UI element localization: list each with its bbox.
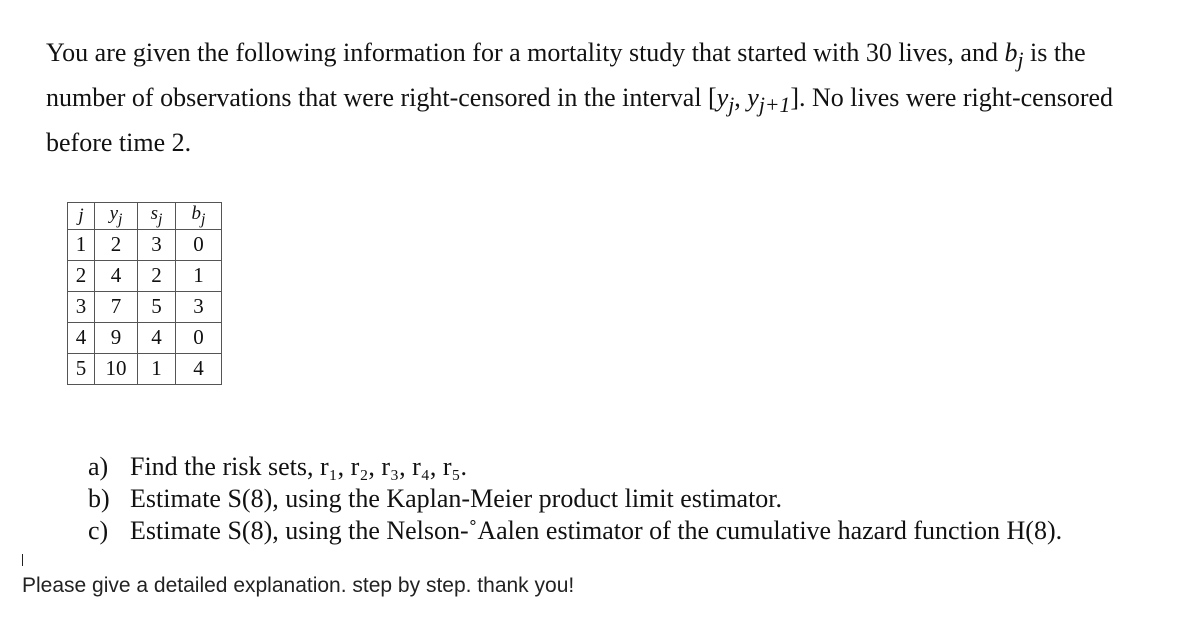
bj-symbol: $b_j$ (1004, 38, 1024, 73)
table-cell: 9 (95, 322, 138, 353)
table-cell: 1 (68, 229, 95, 260)
table-cell: 4 (95, 260, 138, 291)
table-row (68, 322, 222, 353)
table-cell: 4 (68, 322, 95, 353)
table-cell: 3 (68, 291, 95, 322)
table-cell: 10 (95, 353, 138, 384)
question-text: Estimate S(8), using the Kaplan-Meier product limit estimator. (130, 484, 783, 513)
question-list (88, 451, 1188, 547)
question-letter: a) (88, 452, 109, 481)
text-cursor-icon (22, 554, 23, 566)
table-cell: 7 (95, 291, 138, 322)
header-sj: $s_j$ (138, 203, 176, 230)
table-cell: 5 (138, 291, 176, 322)
table-cell: 1 (138, 353, 176, 384)
table-row (68, 353, 222, 384)
intro-text-1: You are given the following information for a mortality study that started with 30 lives, and (46, 38, 1005, 67)
question-item (88, 451, 1188, 483)
header-j: j (68, 203, 95, 230)
table-row (68, 291, 222, 322)
header-yj: $y_j$ (95, 203, 138, 230)
table-header-row (68, 203, 222, 230)
question-text: Estimate S(8), using the Nelson-˚Aalen estimator of the cumulative hazard function H(8). (130, 516, 1063, 545)
table-cell: 2 (68, 260, 95, 291)
table-cell: 2 (95, 229, 138, 260)
problem-statement: You are given the following information for a mortality study that started with 30 lives, and $b_j$ is the number of observations that were right-censored in the interval [$y_j$, $y_{j+1}$]. No lives were right-censored before time 2. (46, 38, 1114, 158)
question-item (88, 483, 1188, 515)
table-cell: 5 (68, 353, 95, 384)
table-cell: 3 (138, 229, 176, 260)
table-cell: 1 (176, 260, 222, 291)
table-cell: 4 (176, 353, 222, 384)
yj1-symbol: $y_{j+1}$ (747, 83, 791, 118)
question-text: Find the risk sets, r₁, r₂, r₃, r₄, r₅. (130, 452, 468, 481)
table-cell: 3 (176, 291, 222, 322)
question-item (88, 515, 1188, 547)
table-row (68, 229, 222, 260)
header-bj: $b_j$ (176, 203, 222, 230)
question-letter: c) (88, 516, 109, 545)
observation-table (67, 202, 222, 385)
user-request-text: Please give a detailed explanation. step by step. thank you! (22, 574, 575, 597)
table-row (68, 260, 222, 291)
table-cell: 4 (138, 322, 176, 353)
question-letter: b) (88, 484, 110, 513)
intro-text-3: ]. No lives were right-censored before time 2. (46, 83, 1114, 158)
table-cell: 0 (176, 322, 222, 353)
table-cell: 2 (138, 260, 176, 291)
table-cell: 0 (176, 229, 222, 260)
yj-symbol: $y_j$ (716, 83, 735, 118)
intro-text-2: is the number of observations that were right-censored in the interval [ (46, 38, 1086, 113)
